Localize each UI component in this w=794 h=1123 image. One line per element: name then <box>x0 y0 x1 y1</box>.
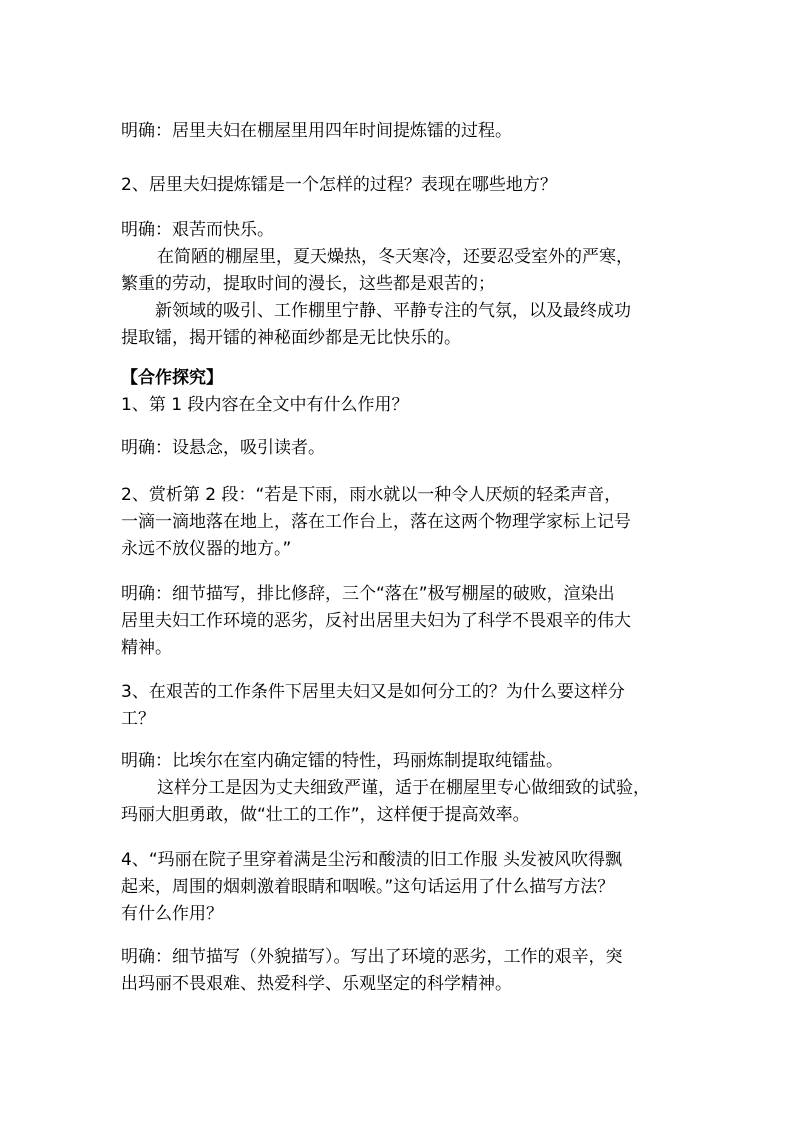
answer-text: 在简陋的棚屋里，夏天燥热，冬天寒冷，还要忍受室外的严寒， <box>157 247 633 267</box>
section-heading: 【合作探究】 <box>121 368 223 388</box>
question-text: 4、“玛丽在院子里穿着满是尘污和酸渍的旧工作服 头发被风吹得飘 <box>121 850 623 870</box>
answer-paragraph <box>121 581 681 662</box>
question-text: 2、赏析第 2 段：“若是下雨，雨水就以一种令人厌烦的轻柔声音， <box>121 485 622 505</box>
answer-paragraph <box>121 118 681 145</box>
question-paragraph <box>121 172 681 199</box>
answer-text: 明确：艰苦而快乐。 <box>121 220 274 240</box>
question-text: 起来，周围的烟刺激着眼睛和咽喉。”这句话运用了什么描写方法？ <box>121 877 615 897</box>
answer-text: 玛丽大胆勇敢，做“壮工的工作”，这样便于提高效率。 <box>121 805 530 825</box>
question-text: 3、在艰苦的工作条件下居里夫妇又是如何分工的？为什么要这样分 <box>121 682 625 702</box>
answer-text: 繁重的劳动，提取时间的漫长，这些都是艰苦的； <box>121 274 495 294</box>
answer-text: 精神。 <box>121 638 172 658</box>
answer-text: 居里夫妇工作环境的恶劣，反衬出居里夫妇为了科学不畏艰辛的伟大 <box>121 611 631 631</box>
question-text: 一滴一滴地落在地上，落在工作台上，落在这两个物理学家标上记号 <box>121 512 631 532</box>
answer-text: 新领域的吸引、工作棚里宁静、平静专注的气氛，以及最终成功 <box>155 301 631 321</box>
question-text: 有什么作用？ <box>121 904 223 924</box>
question-text: 2、居里夫妇提炼镭是一个怎样的过程？表现在哪些地方？ <box>121 175 557 195</box>
section-heading-block <box>121 365 681 419</box>
question-paragraph <box>121 847 681 928</box>
answer-text: 提取镭，揭开镭的神秘面纱都是无比快乐的。 <box>121 328 461 348</box>
answer-text: 明确：居里夫妇在棚屋里用四年时间提炼镭的过程。 <box>121 121 512 141</box>
question-paragraph <box>121 679 681 733</box>
answer-paragraph <box>121 217 681 352</box>
answer-paragraph <box>121 944 681 998</box>
question-text: 1、第 1 段内容在全文中有什么作用？ <box>121 395 409 415</box>
answer-text: 这样分工是因为丈夫细致严谨，适于在棚屋里专心做细致的试验， <box>157 778 650 798</box>
question-text: 工？ <box>121 709 155 729</box>
answer-paragraph <box>121 748 681 829</box>
question-text: 永远不放仪器的地方。” <box>121 539 292 559</box>
answer-paragraph <box>121 435 681 462</box>
answer-text: 明确：设悬念，吸引读者。 <box>121 438 325 458</box>
answer-text: 明确：细节描写，排比修辞，三个“落在”极写棚屋的破败，渲染出 <box>121 584 615 604</box>
answer-text: 出玛丽不畏艰难、热爱科学、乐观坚定的科学精神。 <box>121 974 512 994</box>
answer-text: 明确：细节描写（外貌描写）。写出了环境的恶劣，工作的艰辛，突 <box>121 947 623 967</box>
question-paragraph <box>121 482 681 563</box>
answer-text: 明确：比埃尔在室内确定镭的特性，玛丽炼制提取纯镭盐。 <box>121 751 563 771</box>
